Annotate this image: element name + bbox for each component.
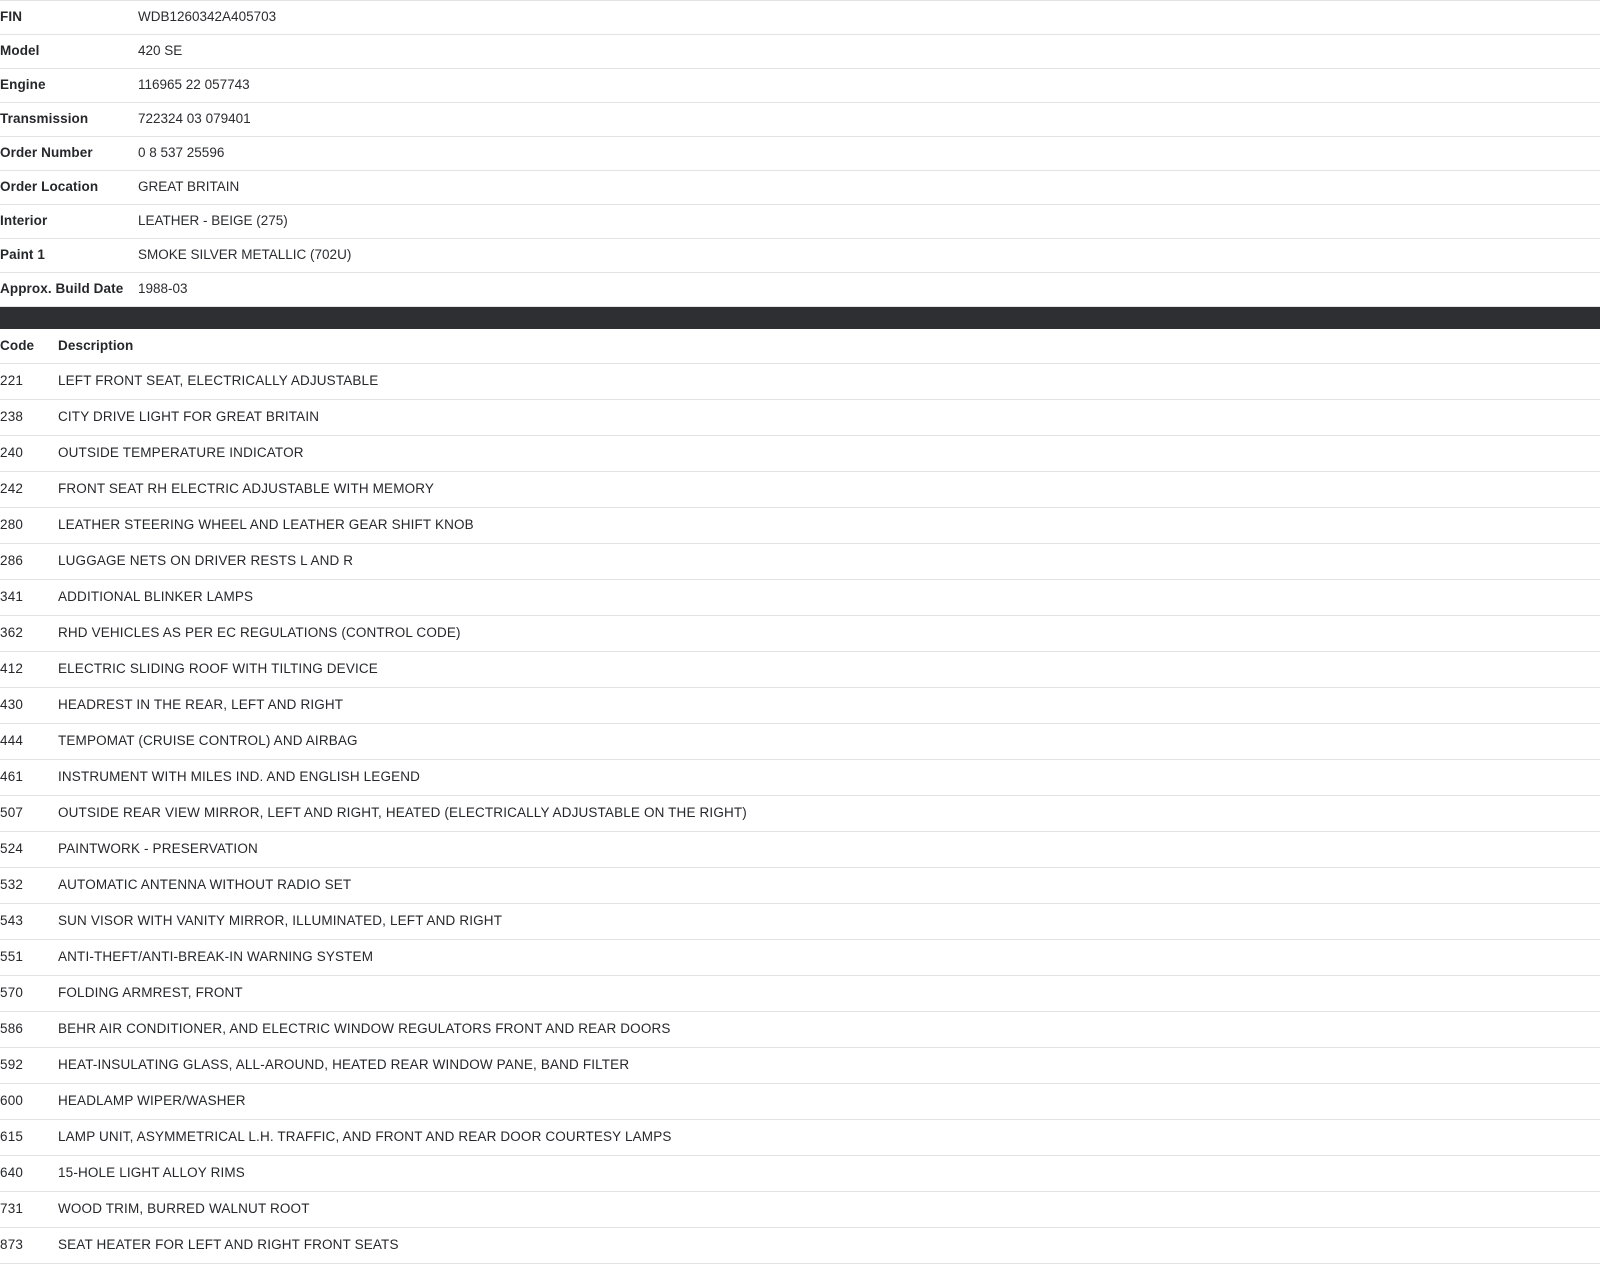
option-code-cell: 600 <box>0 1093 24 1108</box>
option-description-cell: ADDITIONAL BLINKER LAMPS <box>58 589 254 604</box>
option-description-cell: SUN VISOR WITH VANITY MIRROR, ILLUMINATED, LEFT AND RIGHT <box>58 913 503 928</box>
table-row <box>0 544 1600 580</box>
option-description-cell: SEAT HEATER FOR LEFT AND RIGHT FRONT SEATS <box>58 1237 399 1252</box>
spec-row-value: WDB1260342A405703 <box>138 9 277 24</box>
table-row <box>0 904 1600 940</box>
spec-row-value: 722324 03 079401 <box>138 111 251 126</box>
table-row <box>0 1048 1600 1084</box>
option-description-cell: LEATHER STEERING WHEEL AND LEATHER GEAR SHIFT KNOB <box>58 517 474 532</box>
table-row <box>0 616 1600 652</box>
option-description-cell: LEFT FRONT SEAT, ELECTRICALLY ADJUSTABLE <box>58 373 379 388</box>
table-row <box>0 508 1600 544</box>
option-code-cell: 362 <box>0 625 24 640</box>
option-code-cell: 444 <box>0 733 24 748</box>
option-description-cell: OUTSIDE TEMPERATURE INDICATOR <box>58 445 304 460</box>
spec-row-value: GREAT BRITAIN <box>138 179 240 194</box>
option-description-cell: FOLDING ARMREST, FRONT <box>58 985 243 1000</box>
table-row <box>0 1084 1600 1120</box>
option-code-cell: 731 <box>0 1201 24 1216</box>
option-description-cell: TEMPOMAT (CRUISE CONTROL) AND AIRBAG <box>58 733 358 748</box>
table-row <box>0 760 1600 796</box>
option-description-cell: ELECTRIC SLIDING ROOF WITH TILTING DEVICE <box>58 661 378 676</box>
option-description-cell: AUTOMATIC ANTENNA WITHOUT RADIO SET <box>58 877 352 892</box>
vehicle-spec-body <box>0 1 1600 307</box>
option-codes-body <box>0 364 1600 1264</box>
option-description-cell: OUTSIDE REAR VIEW MIRROR, LEFT AND RIGHT, HEATED (ELECTRICALLY ADJUSTABLE ON THE RIGHT) <box>58 805 747 820</box>
spec-row-value: 420 SE <box>138 43 183 58</box>
table-row <box>0 796 1600 832</box>
table-row <box>0 364 1600 400</box>
spec-row-label: Transmission <box>0 111 89 126</box>
spec-row <box>0 69 1600 103</box>
option-description-cell: BEHR AIR CONDITIONER, AND ELECTRIC WINDOW REGULATORS FRONT AND REAR DOORS <box>58 1021 671 1036</box>
option-description-cell: HEAT-INSULATING GLASS, ALL-AROUND, HEATED REAR WINDOW PANE, BAND FILTER <box>58 1057 630 1072</box>
spec-row-value: SMOKE SILVER METALLIC (702U) <box>138 247 352 262</box>
option-description-cell: LUGGAGE NETS ON DRIVER RESTS L AND R <box>58 553 354 568</box>
spec-row <box>0 35 1600 69</box>
option-code-cell: 524 <box>0 841 24 856</box>
spec-row-label: Order Location <box>0 179 99 194</box>
option-description-cell: LAMP UNIT, ASYMMETRICAL L.H. TRAFFIC, AND FRONT AND REAR DOOR COURTESY LAMPS <box>58 1129 672 1144</box>
option-code-cell: 461 <box>0 769 24 784</box>
option-description-cell: WOOD TRIM, BURRED WALNUT ROOT <box>58 1201 310 1216</box>
option-code-cell: 242 <box>0 481 24 496</box>
option-code-cell: 592 <box>0 1057 24 1072</box>
option-codes-header <box>0 329 1600 364</box>
spec-row <box>0 1 1600 35</box>
table-row <box>0 1192 1600 1228</box>
spec-row-value: 1988-03 <box>138 281 188 296</box>
table-row <box>0 436 1600 472</box>
option-code-cell: 543 <box>0 913 24 928</box>
table-row <box>0 940 1600 976</box>
option-code-cell: 615 <box>0 1129 24 1144</box>
spec-row <box>0 273 1600 307</box>
spec-row <box>0 103 1600 137</box>
option-description-cell: RHD VEHICLES AS PER EC REGULATIONS (CONTROL CODE) <box>58 625 461 640</box>
option-code-cell: 532 <box>0 877 24 892</box>
option-description-cell: PAINTWORK - PRESERVATION <box>58 841 258 856</box>
table-row <box>0 580 1600 616</box>
option-description-cell: ANTI-THEFT/ANTI-BREAK-IN WARNING SYSTEM <box>58 949 374 964</box>
spec-row <box>0 239 1600 273</box>
option-code-cell: 341 <box>0 589 24 604</box>
table-row <box>0 868 1600 904</box>
spec-row-value: 0 8 537 25596 <box>138 145 225 160</box>
vehicle-spec-table <box>0 0 1600 307</box>
spec-row-value: 116965 22 057743 <box>138 77 250 92</box>
table-row <box>0 1228 1600 1264</box>
spec-row-label: Engine <box>0 77 46 92</box>
option-description-cell: HEADREST IN THE REAR, LEFT AND RIGHT <box>58 697 344 712</box>
table-row <box>0 688 1600 724</box>
column-header-code: Code <box>0 338 35 353</box>
option-code-cell: 286 <box>0 553 24 568</box>
option-description-cell: HEADLAMP WIPER/WASHER <box>58 1093 246 1108</box>
section-divider-band <box>0 307 1600 329</box>
spec-row-label: Order Number <box>0 145 93 160</box>
option-code-cell: 240 <box>0 445 24 460</box>
option-code-cell: 412 <box>0 661 24 676</box>
option-description-cell: CITY DRIVE LIGHT FOR GREAT BRITAIN <box>58 409 320 424</box>
spec-row-label: Interior <box>0 213 48 228</box>
table-row <box>0 652 1600 688</box>
option-code-cell: 640 <box>0 1165 24 1180</box>
spec-row <box>0 205 1600 239</box>
table-row <box>0 724 1600 760</box>
spec-row-value: LEATHER - BEIGE (275) <box>138 213 288 228</box>
option-codes-table <box>0 329 1600 1264</box>
table-header-row <box>0 329 1600 364</box>
option-description-cell: 15-HOLE LIGHT ALLOY RIMS <box>58 1165 245 1180</box>
option-code-cell: 570 <box>0 985 24 1000</box>
option-code-cell: 586 <box>0 1021 24 1036</box>
option-code-cell: 507 <box>0 805 24 820</box>
spec-row <box>0 137 1600 171</box>
option-code-cell: 551 <box>0 949 24 964</box>
option-code-cell: 873 <box>0 1237 24 1252</box>
table-row <box>0 976 1600 1012</box>
option-description-cell: FRONT SEAT RH ELECTRIC ADJUSTABLE WITH MEMORY <box>58 481 435 496</box>
option-code-cell: 238 <box>0 409 24 424</box>
option-code-cell: 280 <box>0 517 24 532</box>
table-row <box>0 1120 1600 1156</box>
table-row <box>0 1012 1600 1048</box>
table-row <box>0 832 1600 868</box>
column-header-description: Description <box>58 338 134 353</box>
table-row <box>0 400 1600 436</box>
table-row <box>0 1156 1600 1192</box>
table-row <box>0 472 1600 508</box>
option-description-cell: INSTRUMENT WITH MILES IND. AND ENGLISH LEGEND <box>58 769 421 784</box>
option-code-cell: 221 <box>0 373 24 388</box>
option-code-cell: 430 <box>0 697 24 712</box>
spec-row-label: Approx. Build Date <box>0 281 124 296</box>
spec-row-label: Paint 1 <box>0 247 45 262</box>
spec-row <box>0 171 1600 205</box>
spec-row-label: Model <box>0 43 40 58</box>
spec-row-label: FIN <box>0 9 23 24</box>
